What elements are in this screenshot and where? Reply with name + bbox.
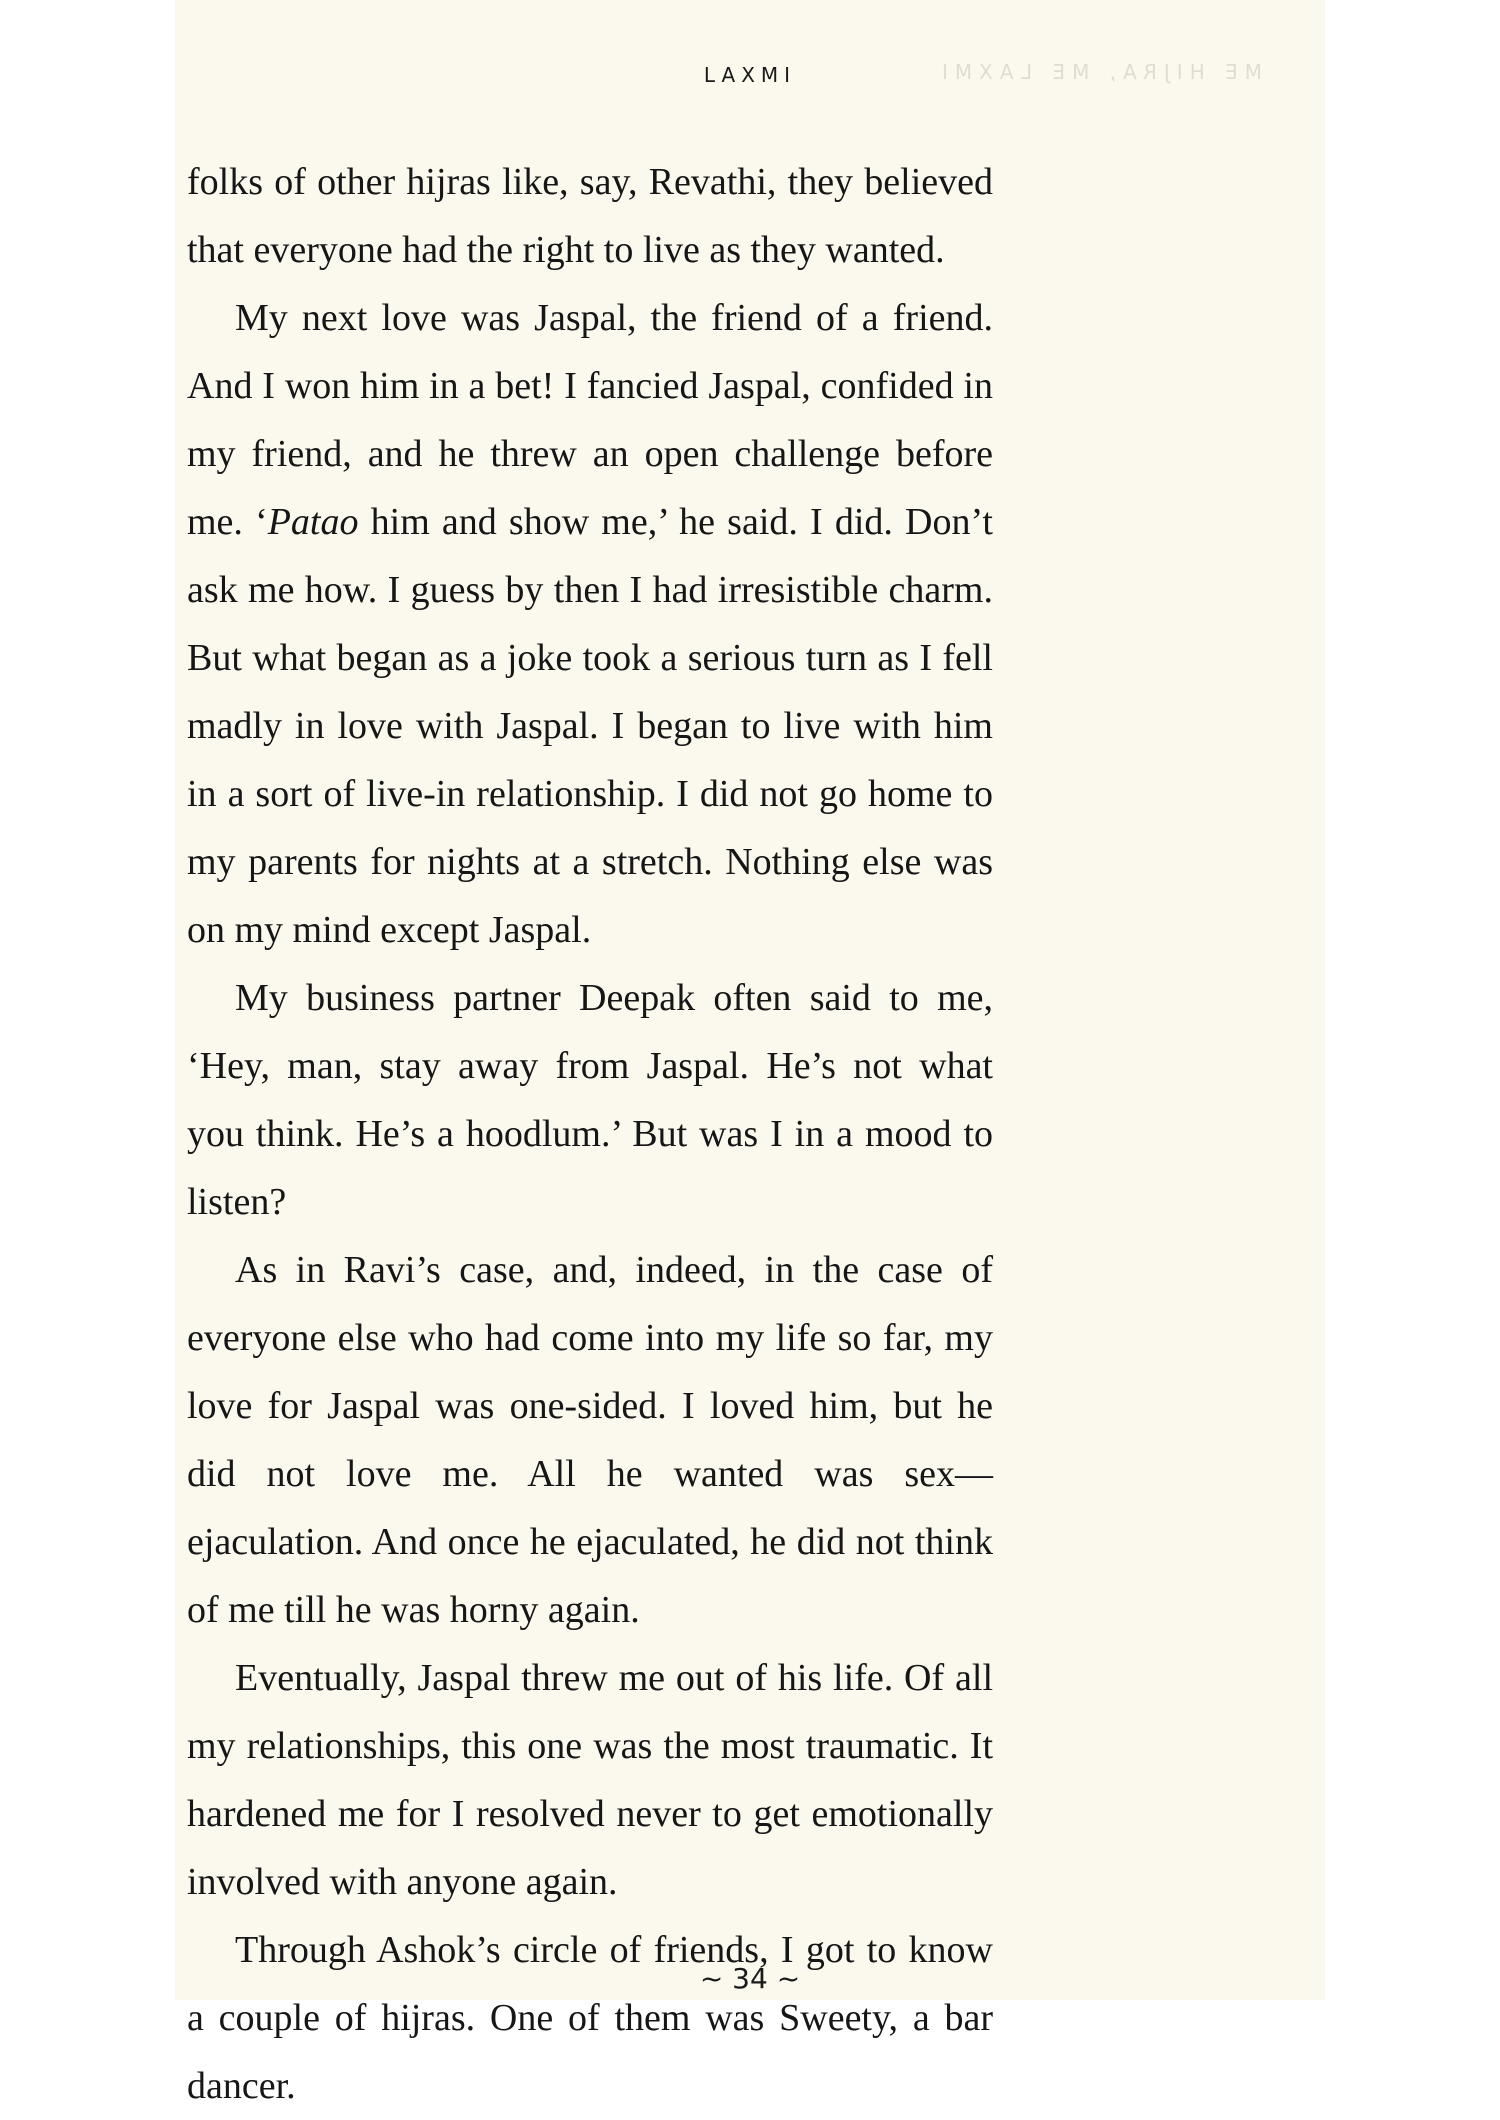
page-number: ~ 34 ~ (699, 1962, 801, 1995)
paragraph (187, 284, 993, 964)
running-head: LAXMI (703, 63, 797, 87)
text-run: folks of other hijras like, say, Revathi, they believed that everyone had the right to live as they wanted. (187, 161, 993, 271)
text-run: My next love was Jaspal, the friend of a friend. And I won him in a bet! I fancied Jaspal, confided in my friend, and he threw an open challenge before me. ‘ (187, 297, 993, 543)
text-run: As in Ravi’s case, and, indeed, in the case of everyone else who had come into my life so far, my love for Jaspal was one-sided. I loved him, but he did not love me. All he wanted was sex—ejaculation. And once he ejaculated, he did not think of me till he was horny again. (187, 1249, 993, 1631)
body-text (187, 148, 993, 2120)
text-run: Eventually, Jaspal threw me out of his life. Of all my relationships, this one was the most traumatic. It hardened me for I resolved never to get emotionally involved with anyone again. (187, 1657, 993, 1903)
show-through-text: ME HIJRA, ME LAXMI (935, 60, 1262, 84)
paragraph (187, 1236, 993, 1644)
paragraph (187, 1644, 993, 1916)
book-page (175, 0, 1325, 2107)
text-run: him and show me,’ he said. I did. Don’t ask me how. I guess by then I had irresistible charm. But what began as a joke took a serious turn as I fell madly in love with Jaspal. I began to live with him in a sort of live-in relationship. I did not go home to my parents for nights at a stretch. Nothing else was on my mind except Jaspal. (187, 501, 993, 951)
italic-text: Patao (267, 501, 359, 543)
paragraph (187, 964, 993, 1236)
text-run: Through Ashok’s circle of friends, I got to know a couple of hijras. One of them was Sweety, a bar dancer. (187, 1929, 993, 2107)
text-run: My business partner Deepak often said to me, ‘Hey, man, stay away from Jaspal. He’s not what you think. He’s a hoodlum.’ But was I in a mood to listen? (187, 977, 993, 1223)
paragraph (187, 148, 993, 284)
paragraph (187, 1916, 993, 2120)
